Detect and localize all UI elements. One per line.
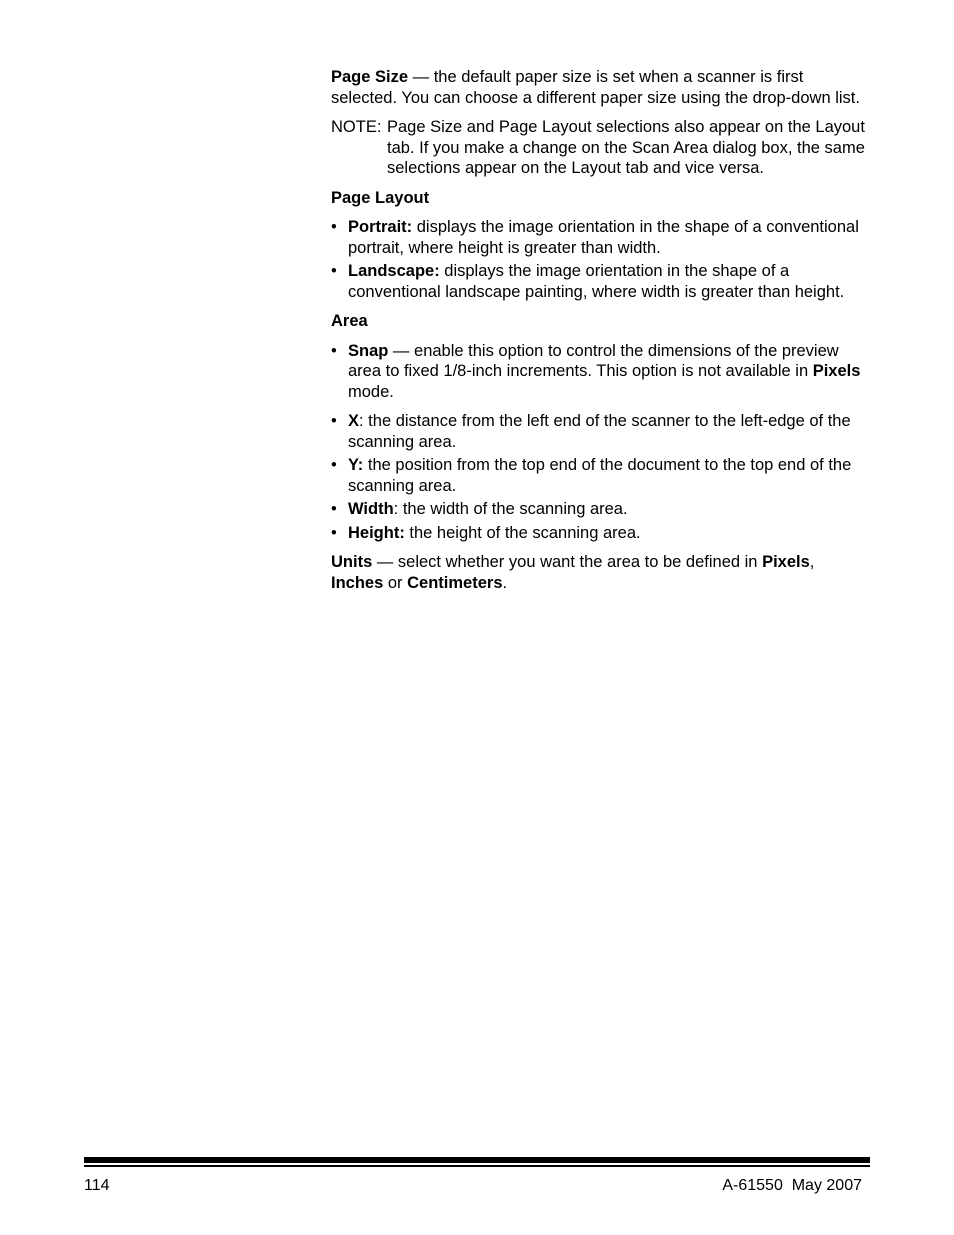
- units-inches: Inches: [331, 573, 384, 592]
- x-text: : the distance from the left end of the scanner to the left-edge of the scanning area.: [348, 412, 851, 451]
- units-or: or: [383, 573, 408, 592]
- snap-tail: mode.: [348, 382, 394, 401]
- footer-rule-thin: [84, 1165, 870, 1167]
- list-item-snap: [331, 341, 871, 403]
- list-item-y: [331, 455, 871, 496]
- units-paragraph: [331, 552, 871, 593]
- snap-text: — enable this option to control the dimensions of the preview area to fixed 1/8-inch increments. This option is not available in: [348, 341, 839, 380]
- snap-term: Snap: [348, 341, 389, 360]
- list-item-height: [331, 523, 871, 544]
- page-number: 114: [84, 1177, 110, 1194]
- width-text: : the width of the scanning area.: [393, 500, 628, 518]
- list-item-x: [331, 411, 871, 452]
- snap-pixels-term: Pixels: [812, 362, 861, 380]
- list-item-portrait: [331, 217, 871, 258]
- page-size-paragraph: [331, 67, 871, 108]
- note-label: NOTE:: [331, 118, 382, 136]
- bullet-icon: •: [331, 262, 337, 280]
- height-text: the height of the scanning area.: [404, 523, 641, 542]
- y-text: the position from the top end of the document to the top end of the scanning area.: [348, 456, 852, 495]
- document-id: A-61550 May 2007: [722, 1177, 862, 1194]
- units-term: Units: [331, 553, 373, 571]
- page-size-dash: —: [408, 68, 434, 86]
- main-content: [331, 67, 871, 602]
- units-period: .: [502, 573, 508, 592]
- portrait-term: Portrait:: [348, 218, 413, 236]
- bullet-icon: •: [331, 412, 337, 430]
- units-text: — select whether you want the area to be defined in: [372, 553, 763, 571]
- portrait-text: displays the image orientation in the shape of a conventional portrait, where height is greater than width.: [348, 218, 859, 257]
- bullet-icon: •: [331, 218, 337, 236]
- page-size-text: the default paper size is set when a scanner is first selected. You can choose a different paper size using the drop-down list.: [331, 68, 860, 107]
- note-text: Page Size and Page Layout selections also appear on the Layout tab. If you make a change on the Scan Area dialog box, the same selections appear on the Layout tab and vice versa.: [387, 118, 865, 177]
- page-size-term: Page Size: [331, 68, 409, 86]
- landscape-text: displays the image orientation in the shape of a conventional landscape painting, where width is greater than height.: [348, 262, 845, 301]
- units-comma: ,: [809, 553, 815, 571]
- units-pixels: Pixels: [762, 553, 810, 571]
- bullet-icon: •: [331, 500, 337, 518]
- height-term: Height:: [348, 523, 405, 542]
- bullet-icon: •: [331, 523, 337, 542]
- bullet-icon: •: [331, 341, 337, 360]
- landscape-term: Landscape:: [348, 262, 440, 280]
- x-term: X: [348, 412, 360, 430]
- width-term: Width: [348, 500, 394, 518]
- footer-rule-thick: [84, 1157, 870, 1163]
- list-item-width: [331, 499, 871, 520]
- list-item-landscape: [331, 261, 871, 302]
- area-heading: Area: [331, 312, 368, 330]
- note-block: [331, 117, 871, 179]
- page-layout-heading: Page Layout: [331, 188, 430, 207]
- bullet-icon: •: [331, 456, 337, 474]
- units-centimeters: Centimeters: [407, 573, 503, 592]
- y-term: Y:: [348, 456, 364, 474]
